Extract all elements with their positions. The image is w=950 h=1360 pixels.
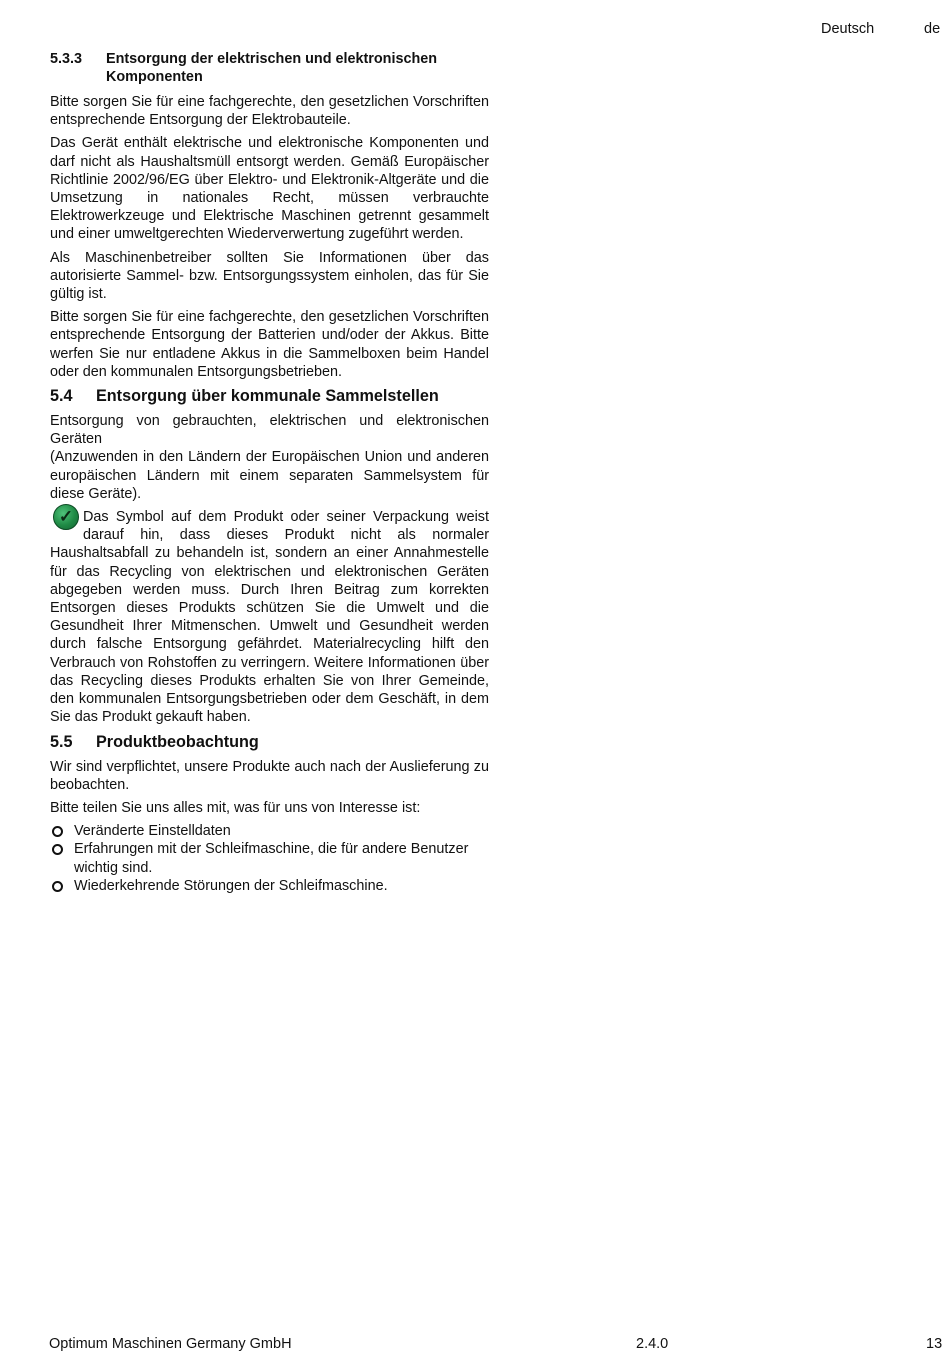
list-item: Erfahrungen mit der Schleifmaschine, die für andere Benutzer wichtig sind. (50, 840, 489, 876)
paragraph: Wir sind verpflichtet, unsere Produkte auch nach der Auslieferung zu beobachten. (50, 758, 489, 793)
footer-page-number: 13 (926, 1336, 943, 1352)
section-number: 5.5 (50, 732, 73, 751)
paragraph: Bitte sorgen Sie für eine fachgerechte, den gesetzlichen Vorschriften entsprechende Entsorgung der Batterien und/oder der Akkus. Bitte werfen Sie nur entladene Akkus in die Sammelboxen beim Handel oder den kommunalen Entsorgungsbetrieben. (50, 309, 489, 380)
section-number: 5.3.3 (50, 51, 83, 67)
section-number: 5.4 (50, 387, 73, 406)
green-checkmark-icon: ✓ (53, 504, 79, 530)
footer-company: Optimum Maschinen Germany GmbH (49, 1336, 292, 1352)
intro-note: (Anzuwenden in den Ländern der Europäischen Union und anderen europäischen Ländern mit einem separaten Sammelsystem für diese Geräte). (50, 449, 489, 502)
header-language: Deutsch (821, 21, 875, 37)
paragraph-with-symbol (50, 508, 489, 726)
intro-line: Entsorgung von gebrauchten, elektrischen und elektronischen Geräten (50, 413, 489, 448)
paragraph: Bitte teilen Sie uns alles mit, was für uns von Interesse ist: (50, 799, 421, 816)
paragraph: Als Maschinenbetreiber sollten Sie Informationen über das autorisierte Sammel- bzw. Entsorgungssystem einholen, das für Sie gültig ist. (50, 249, 489, 303)
list-item: Veränderte Einstelldaten (50, 822, 489, 840)
section-533-heading (50, 50, 489, 86)
bullet-list (50, 822, 489, 895)
paragraph (50, 412, 489, 503)
section-title: Produktbeobachtung (96, 732, 259, 751)
section-title: Entsorgung über kommunale Sammelstellen (96, 387, 439, 406)
page-content (50, 50, 489, 895)
section-title: Entsorgung der elektrischen und elektronischen Komponenten (106, 51, 438, 85)
footer-version: 2.4.0 (636, 1336, 669, 1352)
paragraph: Das Gerät enthält elektrische und elektronische Komponenten und darf nicht als Haushaltsmüll entsorgt werden. Gemäß Europäischer Richtlinie 2002/96/EG über Elektro- und Elektronik-Altgeräte und die Umsetzung in nationales Recht, müssen verbrauchte Elektrowerkzeuge und Elektrische Maschinen getrennt gesammelt und einer umweltgerechten Wiederverwertung zugeführt werden. (50, 135, 489, 243)
list-item: Wiederkehrende Störungen der Schleifmaschine. (50, 877, 489, 895)
header-language-code: de (924, 21, 941, 37)
paragraph: Bitte sorgen Sie für eine fachgerechte, den gesetzlichen Vorschriften entsprechende Entsorgung der Elektrobauteile. (50, 94, 489, 129)
symbol-description: Das Symbol auf dem Produkt oder seiner Verpackung weist darauf hin, dass dieses Produkt nicht als normaler Haushaltsabfall zu behandeln ist, sondern an einer Annahmestelle für das Recycling von elektrischen und elektronischen Geräten abgegeben werden muss. Durch Ihren Beitrag zum korrekten Entsorgen dieses Produkts schützen Sie die Umwelt und die Gesundheit Ihrer Mitmenschen. Umwelt und Gesundheit werden durch falsche Entsorgung gefährdet. Materialrecycling hilft den Verbrauch von Rohstoffen zu verringern. Weitere Informationen über das Recycling dieses Produkts erhalten Sie von Ihrer Gemeinde, den kommunalen Entsorgungsbetrieben oder dem Geschäft, in dem Sie das Produkt gekauft haben. (50, 509, 489, 726)
section-55-heading (50, 732, 489, 752)
section-54-heading (50, 386, 489, 406)
